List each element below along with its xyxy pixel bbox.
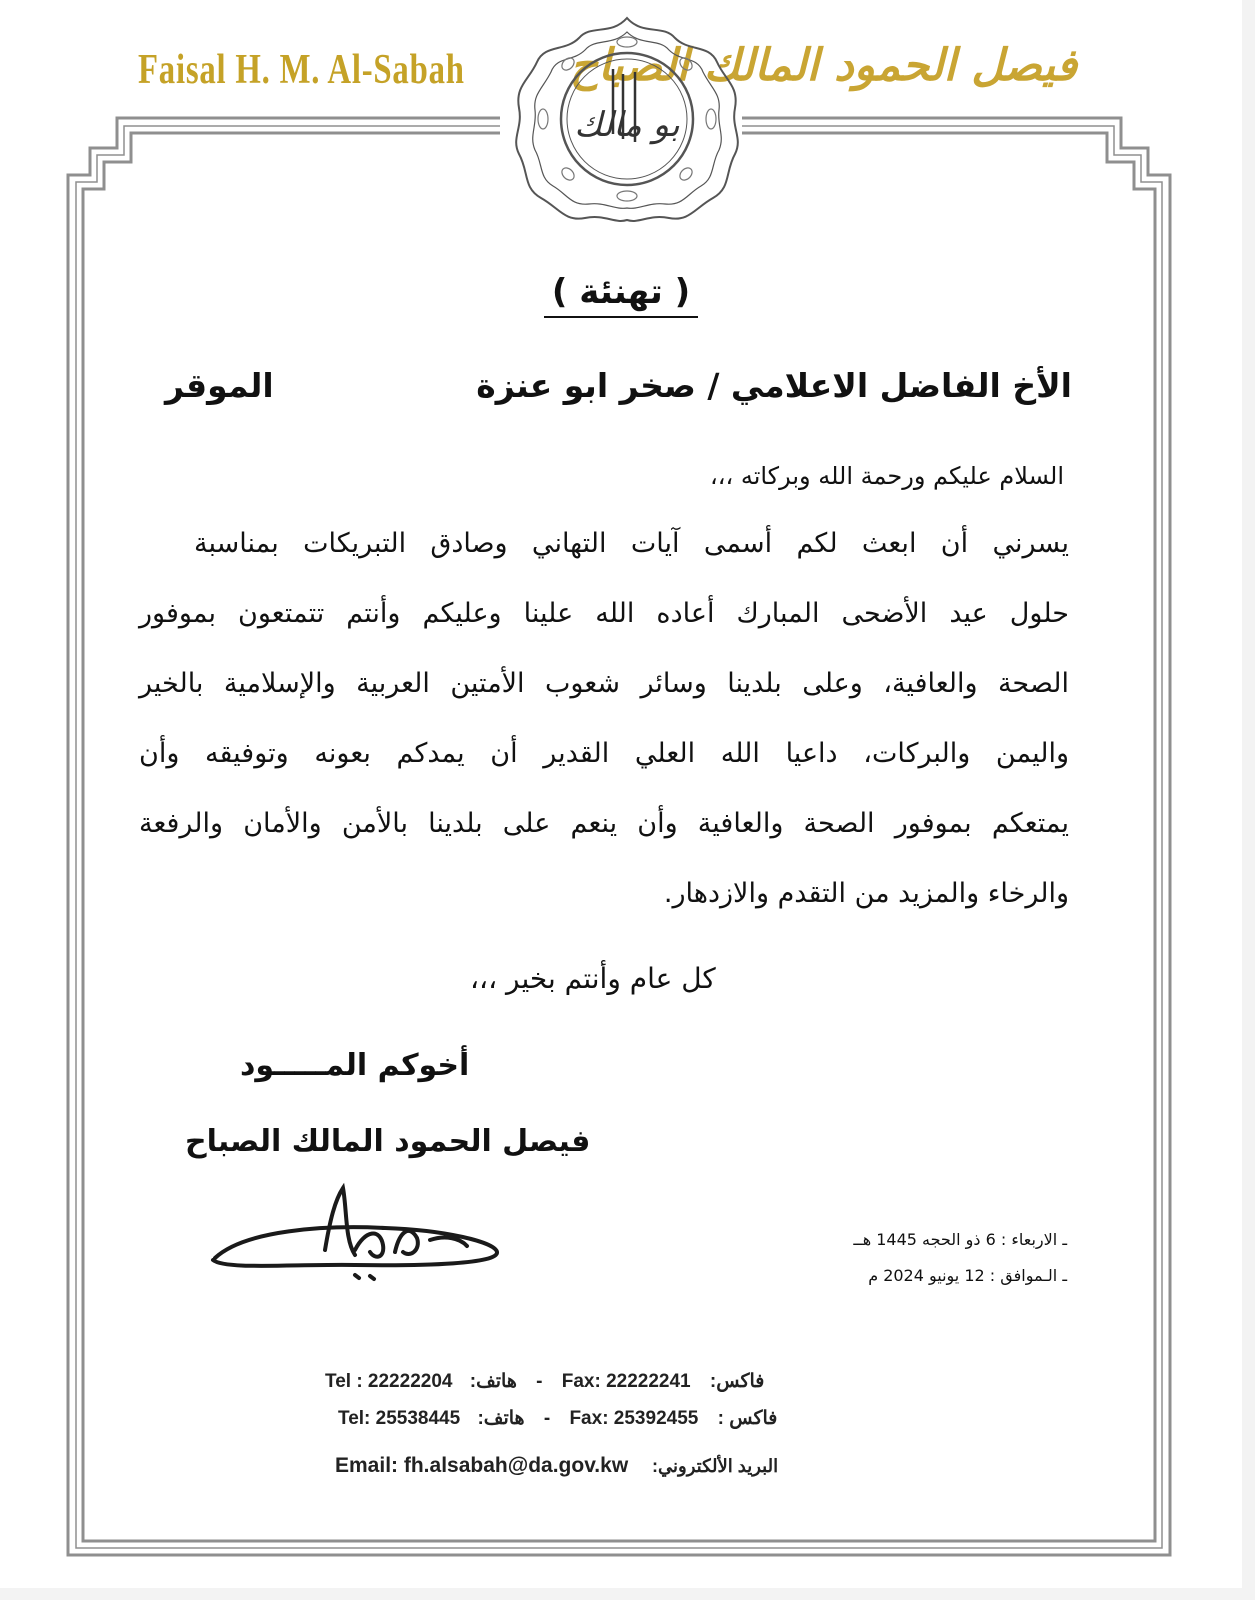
body-line: واليمن والبركات، داعيا الله العلي القدير أن يمدكم بعونه وتوفيقه وأن <box>139 738 1069 769</box>
header-name-ar: فيصل الحمود المالك الصباح <box>569 40 1077 91</box>
seal-emblem <box>513 14 741 224</box>
body-line: الصحة والعافية، وعلى بلدينا وسائر شعوب الأمتين العربية والإسلامية بالخير <box>139 668 1069 699</box>
email-value: Email: fh.alsabah@da.gov.kw <box>335 1454 629 1477</box>
fax-label-ar-1: فاكس: <box>709 1371 765 1392</box>
addressee-honorific: الموقر <box>165 366 274 405</box>
fax-value-2: Fax: 25392455 <box>569 1408 699 1429</box>
email-label-ar: البريد الألكتروني: <box>652 1456 779 1476</box>
body-line: يسرني أن ابعث لكم أسمى آيات التهاني وصادق التبريكات بمناسبة <box>194 528 1069 559</box>
greeting: السلام عليكم ورحمة الله وبركاته ،،، <box>709 462 1064 490</box>
body-line: حلول عيد الأضحى المبارك أعاده الله علينا وعليكم وأنتم تتمتعون بموفور <box>139 598 1069 629</box>
closing-line: كل عام وأنتم بخير ،،، <box>470 962 716 995</box>
fax-value-1: Fax: 22222241 <box>561 1371 691 1392</box>
contact-line-1 <box>325 1370 764 1393</box>
date-hijri: ـ الاربعاء : 6 ذو الحجه 1445 هــ <box>853 1230 1067 1249</box>
body-line: والرخاء والمزيد من التقدم والازدهار. <box>663 878 1069 909</box>
contact-line-2 <box>338 1407 777 1430</box>
date-gregorian: ـ الـموافق : 12 يونيو 2024 م <box>868 1266 1067 1285</box>
tel-label-ar-2: هاتف: <box>477 1408 525 1429</box>
header-name-en: Faisal H. M. Al-Sabah <box>138 47 465 93</box>
signoff: أخوكم المـــــود <box>240 1048 470 1083</box>
body-line: يمتعكم بموفور الصحة والعافية وأن ينعم على بلدينا بالأمن والأمان والرفعة <box>139 808 1069 839</box>
fax-label-ar-2: فاكس : <box>717 1408 778 1429</box>
addressee: الأخ الفاضل الاعلامي / صخر ابو عنزة <box>476 366 1072 405</box>
tel-value-1: Tel : 22222204 <box>325 1371 453 1392</box>
letter-title: ( تهنئة ) <box>0 272 1242 312</box>
seal-text: بو مالك <box>574 105 680 145</box>
tel-label-ar-1: هاتف: <box>469 1371 517 1392</box>
contact-email-line <box>335 1454 778 1478</box>
separator: - <box>543 1408 551 1429</box>
separator: - <box>536 1371 543 1392</box>
tel-value-2: Tel: 25538445 <box>338 1408 461 1429</box>
signer-name: فيصل الحمود المالك الصباح <box>185 1124 591 1159</box>
handwritten-signature <box>205 1180 505 1290</box>
